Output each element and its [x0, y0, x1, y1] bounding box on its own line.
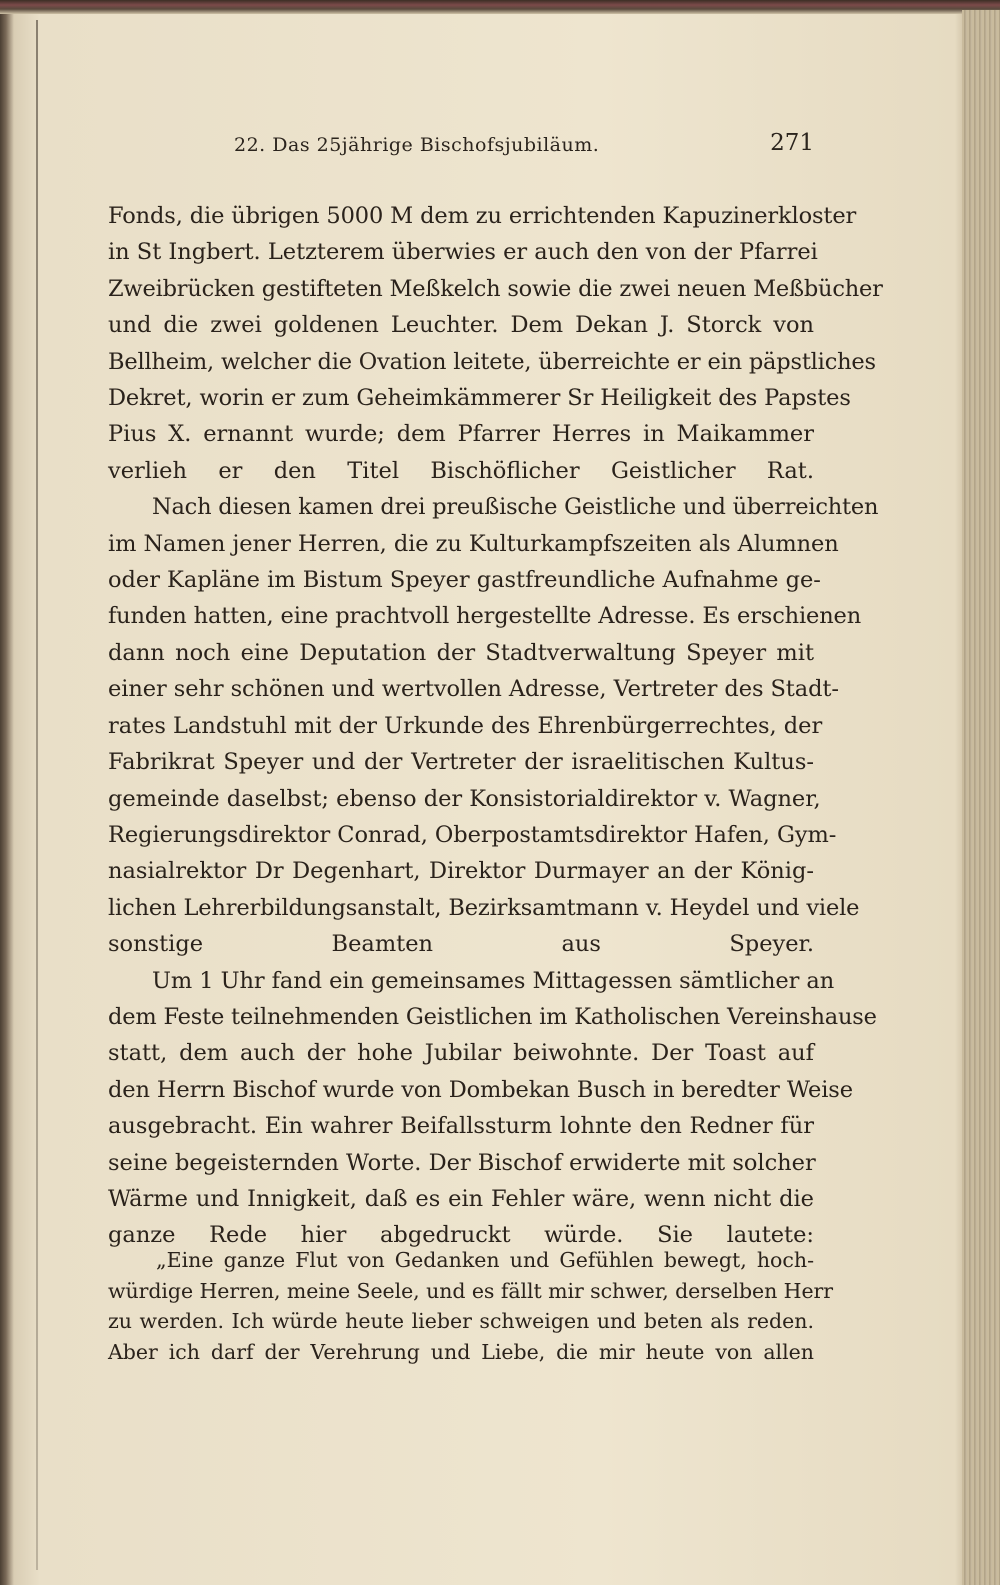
- text-line: Nach diesen kamen drei preußische Geistliche und überreichten: [152, 494, 879, 521]
- text-line: ausgebracht. Ein wahrer Beifallssturm lohnte den Redner für: [108, 1113, 814, 1140]
- text-line: Pius X. ernannt wurde; dem Pfarrer Herres in Maikammer: [108, 421, 814, 448]
- paragraph-2: [108, 489, 879, 962]
- text-line: statt, dem auch der hohe Jubilar beiwohnte. Der Toast auf: [108, 1040, 814, 1067]
- binding-fold: [36, 20, 38, 1570]
- paragraph-1: [108, 198, 883, 489]
- text-line: dem Feste teilnehmenden Geistlichen im Katholischen Vereinshause: [108, 1003, 877, 1030]
- text-line: den Herrn Bischof wurde von Dombekan Busch in beredter Weise: [108, 1076, 853, 1103]
- text-line: Dekret, worin er zum Geheimkämmerer Sr Heiligkeit des Papstes: [108, 385, 851, 412]
- text-line: einer sehr schönen und wertvollen Adresse, Vertreter des Stadt-: [108, 676, 839, 703]
- text-line: lichen Lehrerbildungsanstalt, Bezirksamtmann v. Heydel und viele: [108, 894, 860, 921]
- text-line: Fabrikrat Speyer und der Vertreter der israelitischen Kultus-: [108, 749, 814, 776]
- text-line: ganze Rede hier abgedruckt würde. Sie lautete:: [108, 1222, 814, 1249]
- text-line: verlieh er den Titel Bischöflicher Geistlicher Rat.: [108, 457, 814, 484]
- text-line: im Namen jener Herren, die zu Kulturkampfszeiten als Alumnen: [108, 530, 839, 557]
- book-top-edge: [0, 0, 1000, 14]
- text-line: Regierungsdirektor Conrad, Oberpostamtsdirektor Hafen, Gym-: [108, 821, 837, 848]
- text-line: und die zwei goldenen Leuchter. Dem Dekan J. Storck von: [108, 312, 814, 339]
- paragraph-3: [108, 963, 877, 1254]
- text-line: rates Landstuhl mit der Urkunde des Ehrenbürgerrechtes, der: [108, 712, 823, 739]
- page-stack-edge: [962, 10, 1000, 1585]
- main-text: [108, 198, 883, 1254]
- quoted-speech: [108, 1245, 834, 1367]
- text-line: Bellheim, welcher die Ovation leitete, überreichte er ein päpstliches: [108, 348, 876, 375]
- text-line: funden hatten, eine prachtvoll hergestellte Adresse. Es erschienen: [108, 603, 862, 630]
- text-line: Fonds, die übrigen 5000 M dem zu errichtenden Kapuzinerkloster: [108, 203, 857, 229]
- running-title: 22. Das 25jährige Bischofsjubiläum.: [234, 134, 600, 156]
- text-line: Wärme und Innigkeit, daß es ein Fehler wäre, wenn nicht die: [108, 1185, 814, 1212]
- text-line: zu werden. Ich würde heute lieber schweigen und beten als reden.: [108, 1309, 814, 1333]
- text-line: Aber ich darf der Verehrung und Liebe, die mir heute von allen: [108, 1339, 814, 1364]
- text-line: dann noch eine Deputation der Stadtverwaltung Speyer mit: [108, 639, 814, 666]
- text-line: gemeinde daselbst; ebenso der Konsistorialdirektor v. Wagner,: [108, 785, 821, 812]
- quote-paragraph: [108, 1245, 834, 1367]
- text-line: nasialrektor Dr Degenhart, Direktor Durmayer an der König-: [108, 858, 814, 885]
- text-line: Um 1 Uhr fand ein gemeinsames Mittagessen sämtlicher an: [152, 967, 835, 994]
- text-line: in St Ingbert. Letzterem überwies er auch den von der Pfarrei: [108, 239, 818, 266]
- text-line: würdige Herren, meine Seele, und es fällt mir schwer, derselben Herr: [108, 1278, 834, 1303]
- running-header: [234, 130, 814, 164]
- page-number: 271: [770, 130, 814, 156]
- text-line: seine begeisternden Worte. Der Bischof erwiderte mit solcher: [108, 1149, 816, 1176]
- text-line: Zweibrücken gestifteten Meßkelch sowie die zwei neuen Meßbücher: [108, 275, 883, 302]
- text-line: oder Kapläne im Bistum Speyer gastfreundliche Aufnahme ge-: [108, 567, 821, 594]
- text-line: sonstige Beamten aus Speyer.: [108, 931, 814, 958]
- text-line: „Eine ganze Flut von Gedanken und Gefühlen bewegt, hoch-: [156, 1248, 814, 1272]
